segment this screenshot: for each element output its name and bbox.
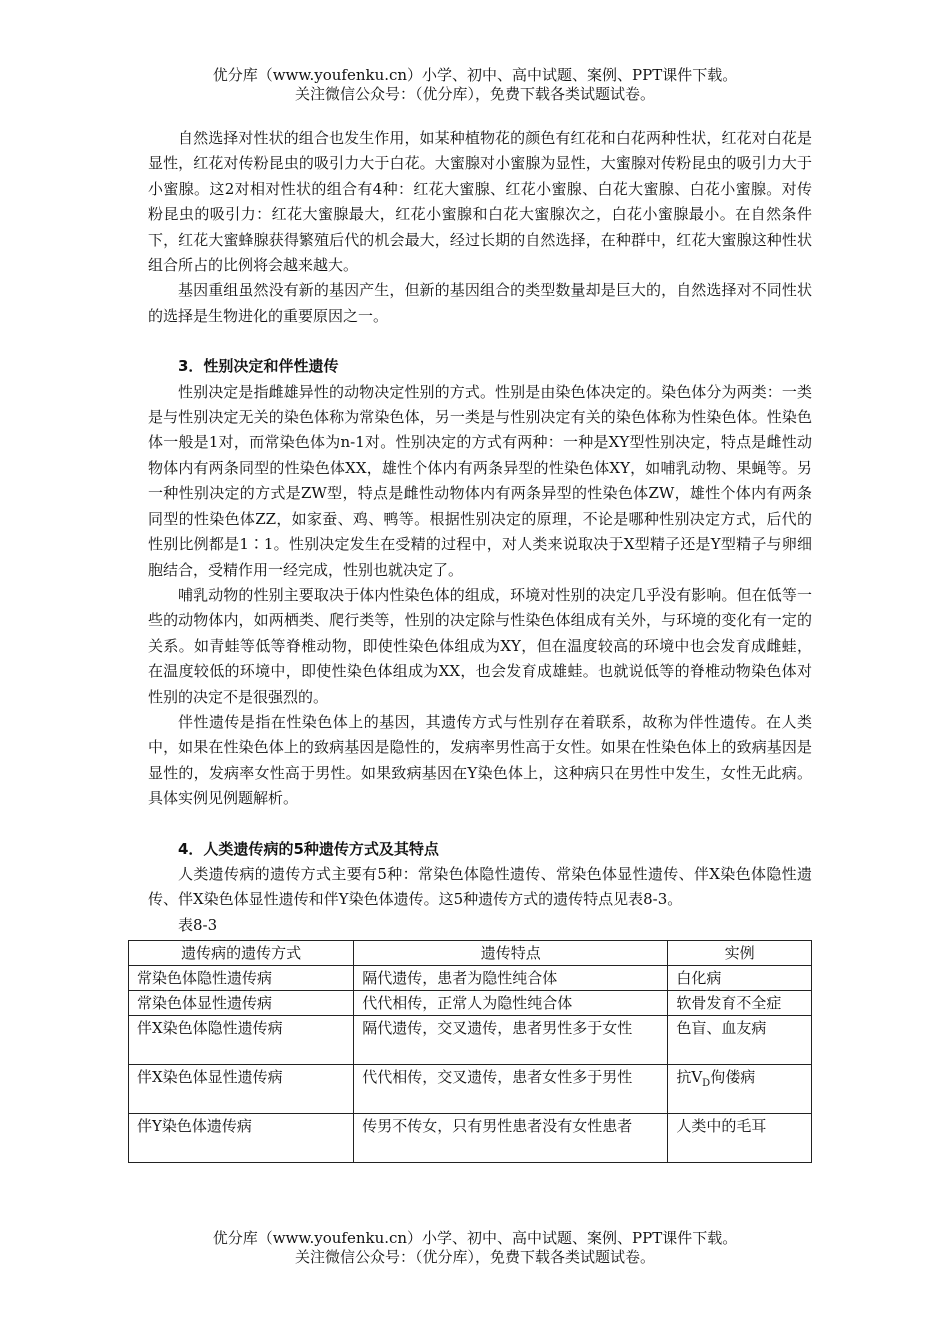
cell-example: 色盲、血友病 [668, 1016, 812, 1065]
paragraph: 伴性遗传是指在性染色体上的基因，其遗传方式与性别存在着联系，故称为伴性遗传。在人类中，如果在性染色体上的致病基因是隐性的，发病率男性高于女性。如果在性染色体上的致病基因是显性的，发病率女性高于男性。如果致病基因在Y染色体上，这种病只在男性中发生，女性无此病。具体实例见例题解析。 [148, 712, 812, 808]
example-subscript: D [702, 1078, 711, 1090]
paragraph: 基因重组虽然没有新的基因产生，但新的基因组合的类型数量却是巨大的，自然选择对不同性状的选择是生物进化的重要原因之一。 [148, 281, 812, 325]
cell-mode: 伴Y染色体遗传病 [129, 1114, 354, 1163]
table-caption: 表8-3 [178, 915, 218, 934]
header-line-1: 优分库（www.youfenku.cn）小学、初中、高中试题、案例、PPT课件下载。 [212, 66, 738, 84]
table-row [129, 966, 812, 991]
section-heading-genetic-diseases: 4．人类遗传病的5种遗传方式及其特点 [178, 839, 439, 858]
cell-example: 人类中的毛耳 [668, 1114, 812, 1163]
cell-mode: 伴X染色体显性遗传病 [129, 1065, 354, 1114]
cell-trait: 代代相传，正常人为隐性纯合体 [354, 991, 668, 1016]
cell-example [668, 1065, 812, 1114]
page-header [0, 66, 950, 104]
paragraph: 性别决定是指雌雄异性的动物决定性别的方式。性别是由染色体决定的。染色体分为两类：一类是与性别决定无关的染色体称为常染色体，另一类是与性别决定有关的染色体称为性染色体。性染色体一般是1对，而常染色体为n-1对。性别决定的方式有两种：一种是XY型性别决定，特点是雌性动物体内有两条同型的性染色体XX，雄性个体内有两条异型的性染色体XY，如哺乳动物、果蝇等。另一种性别决定的方式是ZW型，特点是雌性动物体内有两条异型的性染色体ZW，雄性个体内有两条同型的性染色体ZZ，如家蚕、鸡、鸭等。根据性别决定的原理，不论是哪种性别决定方式，后代的性别比例都是1∶1。性别决定发生在受精的过程中，对人类来说取决于X型精子还是Y型精子与卵细胞结合，受精作用一经完成，性别也就决定了。 [148, 382, 812, 579]
column-header-trait: 遗传特点 [354, 941, 668, 966]
cell-trait: 隔代遗传，交叉遗传，患者男性多于女性 [354, 1016, 668, 1065]
column-header-mode: 遗传病的遗传方式 [129, 941, 354, 966]
cell-mode: 常染色体隐性遗传病 [129, 966, 354, 991]
table-row [129, 991, 812, 1016]
example-prefix: 抗V [676, 1068, 703, 1087]
cell-example: 白化病 [668, 966, 812, 991]
inheritance-table [128, 940, 812, 1163]
table-row [129, 1065, 812, 1114]
table-header-row [129, 941, 812, 966]
cell-mode: 常染色体显性遗传病 [129, 991, 354, 1016]
cell-trait: 传男不传女，只有男性患者没有女性患者 [354, 1114, 668, 1163]
cell-trait: 隔代遗传，患者为隐性纯合体 [354, 966, 668, 991]
cell-trait: 代代相传，交叉遗传，患者女性多于男性 [354, 1065, 668, 1114]
paragraph: 哺乳动物的性别主要取决于体内性染色体的组成，环境对性别的决定几乎没有影响。但在低等一些的动物体内，如两栖类、爬行类等，性别的决定除与性染色体组成有关外，与环境的变化有一定的关系。如青蛙等低等脊椎动物，即使性染色体组成为XY，但在温度较高的环境中也会发育成雌蛙，在温度较低的环境中，即使性染色体组成为XX，也会发育成雄蛙。也就说低等的脊椎动物染色体对性别的决定不是很强烈的。 [148, 585, 812, 706]
cell-mode: 伴X染色体隐性遗传病 [129, 1016, 354, 1065]
section-heading-sex-determination: 3．性别决定和伴性遗传 [178, 357, 339, 376]
document-body [137, 126, 812, 1163]
paragraph: 人类遗传病的遗传方式主要有5种：常染色体隐性遗传、常染色体显性遗传、伴X染色体隐性遗传、伴X染色体显性遗传和伴Y染色体遗传。这5种遗传方式的遗传特点见表8-3。 [148, 864, 812, 909]
header-line-2: 关注微信公众号：（优分库），免费下载各类试题试卷。 [294, 85, 655, 103]
footer-line-1: 优分库（www.youfenku.cn）小学、初中、高中试题、案例、PPT课件下载。 [212, 1229, 738, 1247]
paragraph: 自然选择对性状的组合也发生作用，如某种植物花的颜色有红花和白花两种性状，红花对白花是显性，红花对传粉昆虫的吸引力大于白花。大蜜腺对小蜜腺为显性，大蜜腺对传粉昆虫的吸引力大于小蜜腺。这2对相对性状的组合有4种：红花大蜜腺、红花小蜜腺、白花大蜜腺、白花小蜜腺。对传粉昆虫的吸引力：红花大蜜腺最大，红花小蜜腺和白花大蜜腺次之，白花小蜜腺最小。在自然条件下，红花大蜜蜂腺获得繁殖后代的机会最大，经过长期的自然选择，在种群中，红花大蜜腺这种性状组合所占的比例将会越来越大。 [148, 129, 812, 275]
table-row [129, 1016, 812, 1065]
cell-example: 软骨发育不全症 [668, 991, 812, 1016]
column-header-example: 实例 [668, 941, 812, 966]
table-row [129, 1114, 812, 1163]
page-footer [0, 1229, 950, 1267]
footer-line-2: 关注微信公众号：（优分库），免费下载各类试题试卷。 [294, 1248, 655, 1266]
example-suffix: 佝偻病 [710, 1068, 756, 1087]
